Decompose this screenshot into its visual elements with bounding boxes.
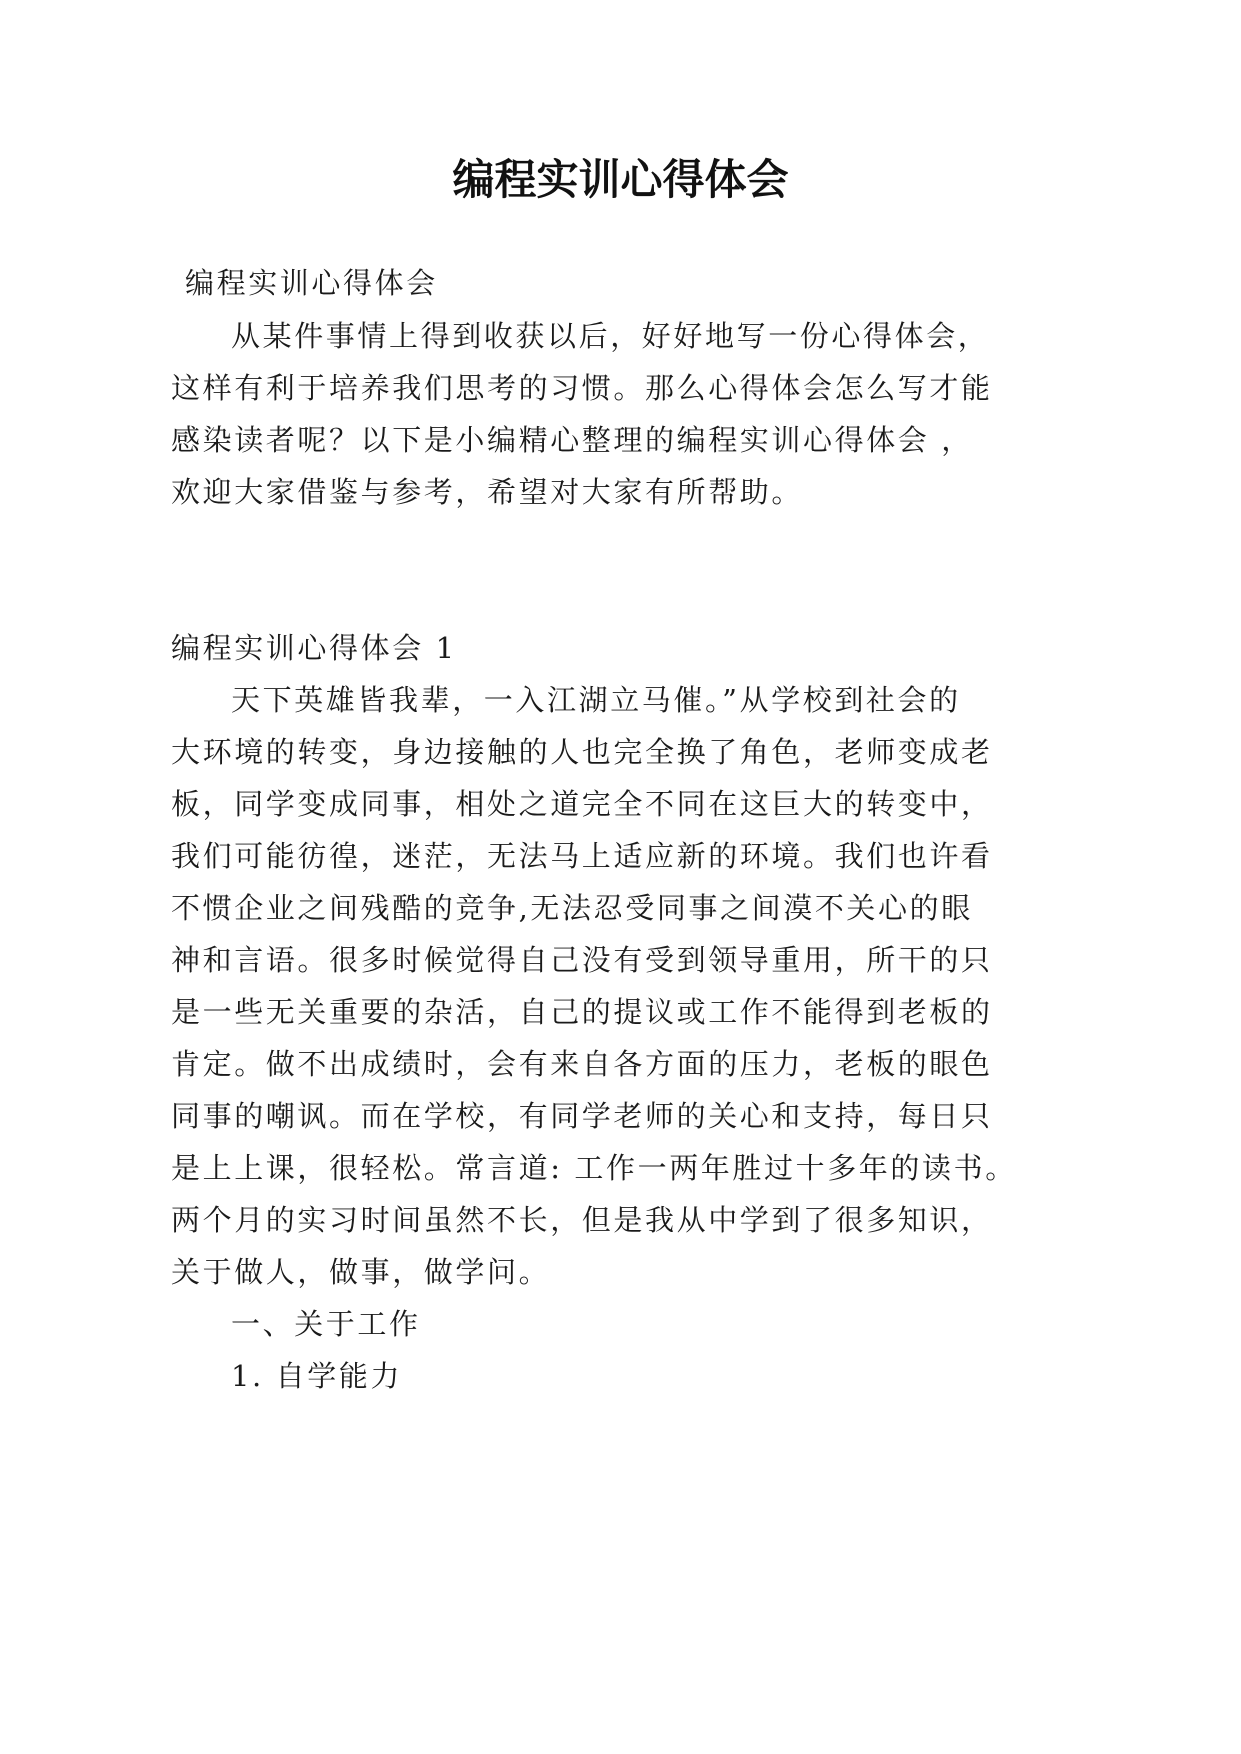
body-line: 是一些无关重要的杂活，自己的提议或工作不能得到老板的	[171, 995, 993, 1029]
body-line: 是上上课，很轻松。常言道: 工作一两年胜过十多年的读书。	[171, 1151, 1017, 1185]
body-line: 两个月的实习时间虽然不长，但是我从中学到了很多知识，	[171, 1203, 993, 1237]
body-line: 神和言语。很多时候觉得自己没有受到领导重用，所干的只	[171, 943, 993, 977]
document-title: 编程实训心得体会	[452, 155, 789, 204]
item-heading: 1. 自学能力	[231, 1359, 403, 1393]
document-subtitle: 编程实训心得体会	[185, 266, 438, 300]
body-line: 同事的嘲讽。而在学校，有同学老师的关心和支持，每日只	[171, 1099, 993, 1133]
body-line: 板，同学变成同事，相处之道完全不同在这巨大的转变中，	[171, 787, 993, 821]
body-line: 我们可能彷徨，迷茫，无法马上适应新的环境。我们也许看	[171, 839, 993, 873]
intro-line: 从某件事情上得到收获以后，好好地写一份心得体会，	[231, 319, 990, 353]
intro-line: 欢迎大家借鉴与参考，希望对大家有所帮助。	[171, 475, 804, 509]
body-line: 天下英雄皆我辈，一入江湖立马催。”从学校到社会的	[231, 683, 961, 717]
subheading: 一、关于工作	[231, 1307, 421, 1341]
body-line: 不惯企业之间残酷的竞争,无法忍受同事之间漠不关心的眼	[171, 891, 973, 925]
body-line: 肯定。做不出成绩时，会有来自各方面的压力，老板的眼色	[171, 1047, 993, 1081]
intro-line: 感染读者呢？以下是小编精心整理的编程实训心得体会 ，	[171, 423, 973, 457]
body-line: 大环境的转变，身边接触的人也完全换了角色，老师变成老	[171, 735, 993, 769]
intro-line: 这样有利于培养我们思考的习惯。那么心得体会怎么写才能	[171, 371, 993, 405]
section-heading: 编程实训心得体会 1	[171, 631, 457, 665]
body-line: 关于做人，做事，做学问。	[171, 1255, 551, 1289]
